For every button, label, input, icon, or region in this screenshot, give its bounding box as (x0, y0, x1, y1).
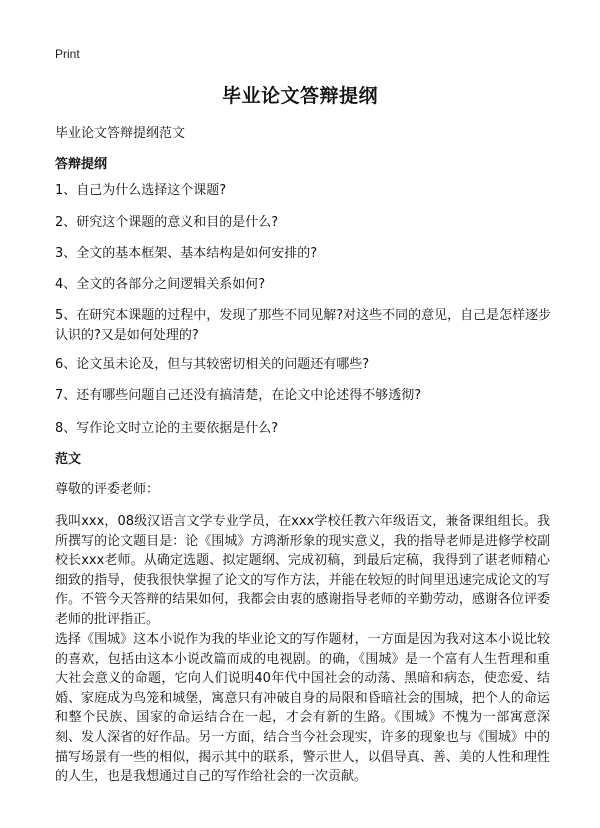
outline-item-7: 7、还有哪些问题自己还没有搞清楚，在论文中论述得不够透彻? (55, 388, 422, 403)
outline-item-8: 8、写作论文时立论的主要依据是什么? (55, 421, 279, 436)
outline-item-6: 6、论文虽未论及，但与其较密切相关的问题还有哪些? (55, 357, 370, 372)
outline-item-2: 2、研究这个课题的意义和目的是什么? (55, 215, 279, 230)
sample-heading: 范文 (55, 452, 82, 467)
outline-item-1: 1、自己为什么选择这个课题? (55, 183, 227, 198)
document-subtitle: 毕业论文答辩提纲范文 (55, 126, 186, 141)
paragraph-2: 选择《围城》这本小说作为我的毕业论文的写作题材，一方面是因为我对这本小说比较的喜欢，包括由这本小说改篇而成的电视剧。的确，《围城》是一个富有人生哲理和重大社会意义的命题，它向人们说明40年代中国社会的动荡、黑暗和病态，使恋爱、结婚、家庭成为鸟笼和城堡，寓意只有冲破自身的局限和昏暗社会的围城，把个人的命运和整个民族、国家的命运结合在一起，才会有新的生路。《围城》不愧为一部寓意深刻、发人深省的好作品。另一方面，结合当今社会现实，许多的现象也与《围城》中的描写场景有一些的相似，揭示其中的联系，警示世人，以倡导真、善、美的人性和理性的人生，也是我想通过自己的写作给社会的一次贡献。 (55, 632, 550, 785)
print-link[interactable]: Print (55, 47, 80, 61)
outline-item-4: 4、全文的各部分之间逻辑关系如何? (55, 277, 266, 292)
page-title: 毕业论文答辩提纲 (221, 85, 378, 107)
outline-item-5: 5、在研究本课题的过程中，发现了那些不同见解?对这些不同的意见，自己是怎样逐步认识的?又是如何处理的? (55, 308, 552, 343)
paragraph-1: 我叫xxx，08级汉语言文学专业学员，在xxx学校任教六年级语文，兼备课组组长。我所撰写的论文题目是：论《围城》方鸿渐形象的现实意义，我的指导老师是进修学校副校长xxx老师。从确定选题、拟定题纲、完成初稿，到最后定稿，我得到了谌老师精心细致的指导，使我很快掌握了论文的写作方法，并能在较短的时间里迅速完成论文的写作。不管今天答辩的结果如何，我都会由衷的感谢指导老师的辛勤劳动，感谢各位评委老师的批评指正。 (55, 514, 550, 627)
greeting: 尊敬的评委老师： (55, 482, 160, 497)
outline-item-3: 3、全文的基本框架、基本结构是如何安排的? (55, 246, 318, 261)
outline-heading: 答辩提纲 (55, 157, 108, 172)
